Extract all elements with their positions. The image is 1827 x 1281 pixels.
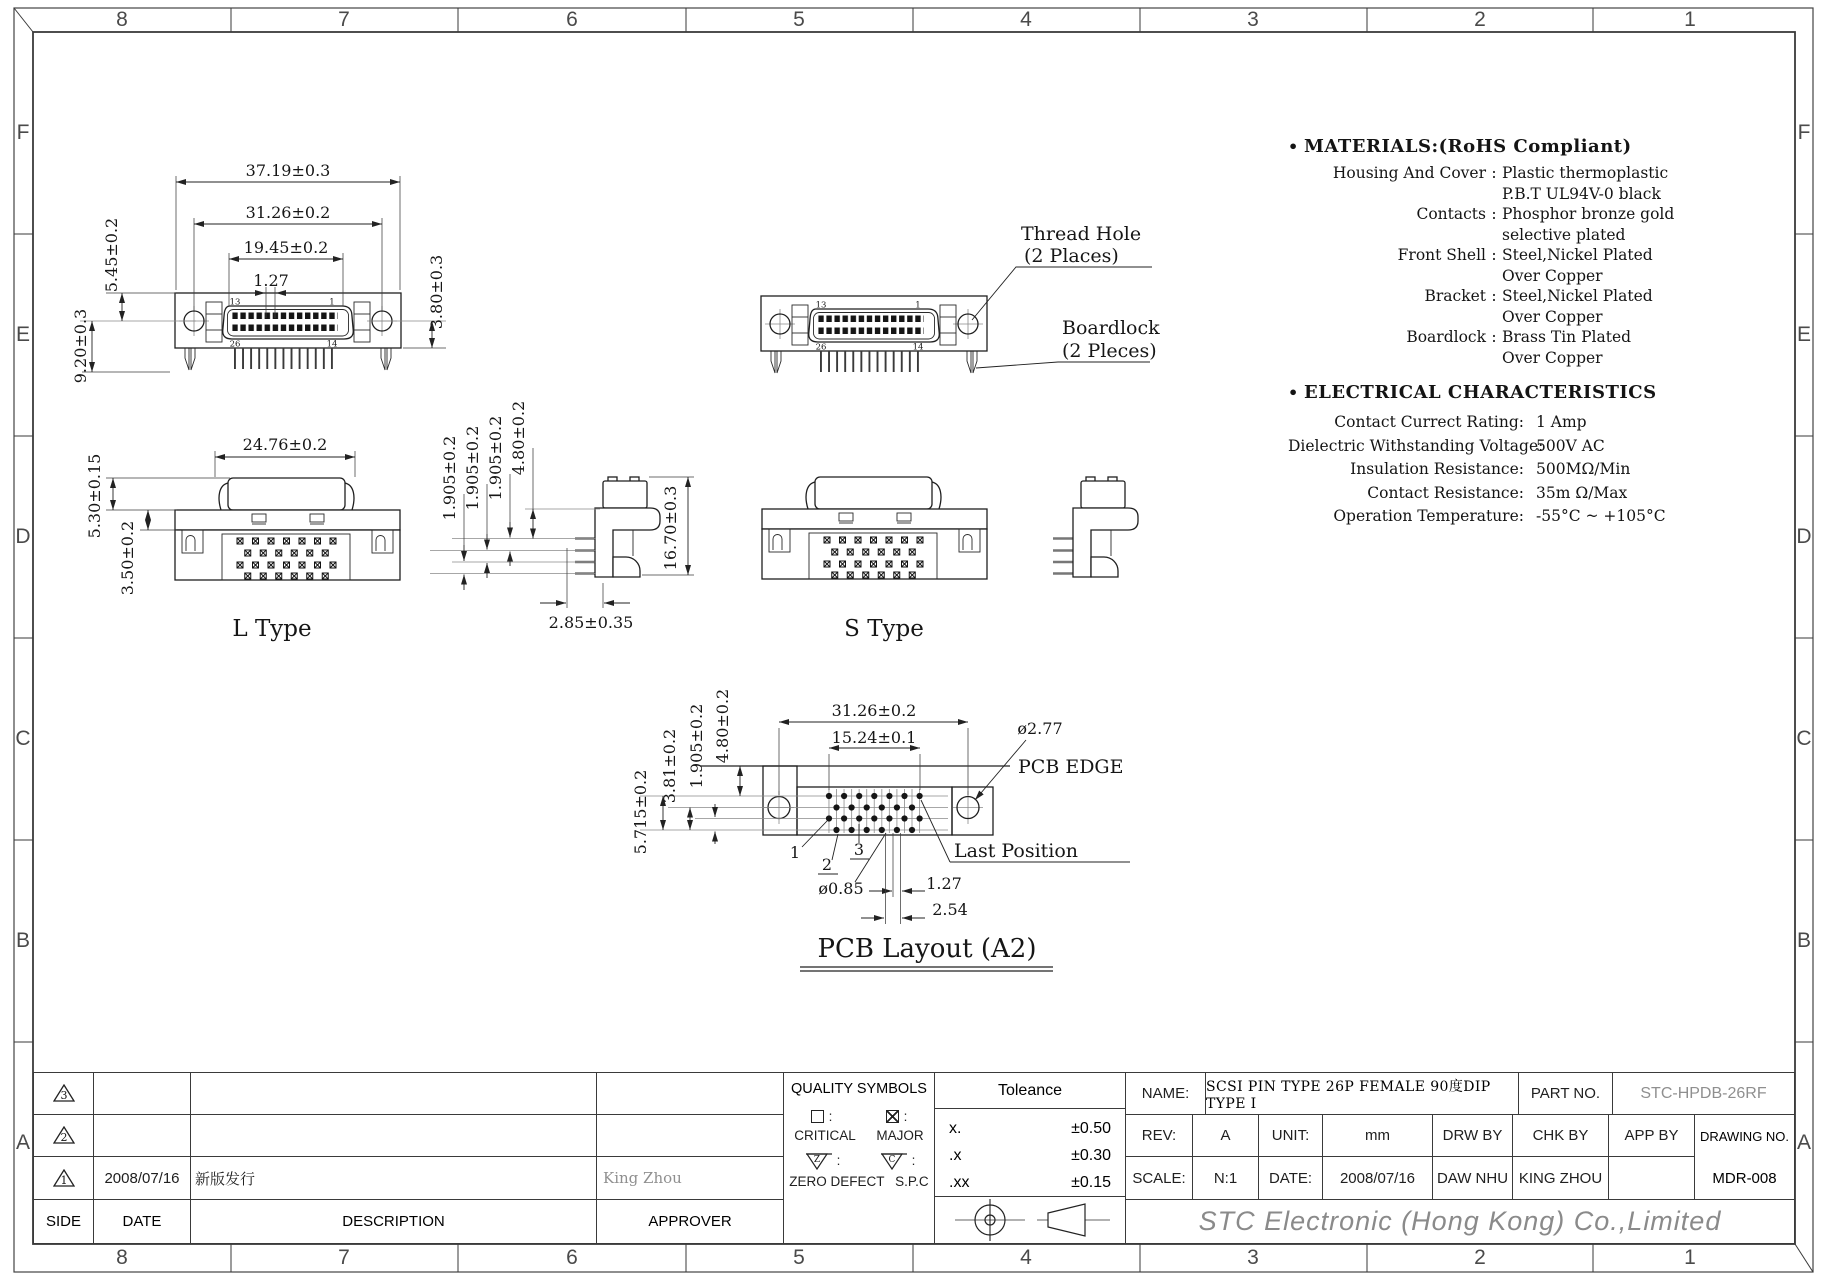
scale-value: N:1 (1213, 1169, 1238, 1187)
tolerance-title: Toleance (935, 1073, 1125, 1109)
zone-col: 4 (1020, 8, 1032, 31)
dim-pcb-span: 31.26±0.2 (831, 701, 917, 720)
svg-text:C: C (888, 1155, 896, 1165)
zone-col: 8 (116, 1246, 128, 1269)
drw-by-label: DRW BY (1442, 1127, 1503, 1144)
dim-side-p4: 4.80±0.2 (509, 400, 528, 476)
zone-row: C (1796, 727, 1812, 750)
dim-ltype-cap: 5.30±0.15 (85, 453, 104, 539)
dim-ltype-body: 3.50±0.2 (118, 520, 137, 596)
dim-pcb-row: 15.24±0.1 (831, 728, 917, 747)
quality-symbols-box (783, 1072, 935, 1244)
scale-label: SCALE: (1132, 1169, 1186, 1187)
electrical-title-row (1288, 382, 1778, 403)
zone-row: F (16, 121, 30, 144)
app-by-label: APP BY (1624, 1127, 1679, 1144)
company-name: STC Electronic (Hong Kong) Co.,Limited (1198, 1206, 1722, 1236)
callout-boardlock-line2: (2 Pleces) (1062, 340, 1157, 362)
bullet-icon: • (1288, 383, 1299, 402)
s-type-label: S Type (844, 616, 924, 642)
dim-pcb-v3: 1.905±0.2 (687, 703, 706, 789)
tolerance-box (934, 1072, 1126, 1244)
pcb-title: PCB Layout (A2) (817, 934, 1037, 964)
part-no-value: STC-HPDB-26RF (1640, 1084, 1767, 1102)
rev-mark (34, 1157, 93, 1199)
dim-pcb-hole: ø2.77 (1017, 719, 1063, 738)
electrical-row: Dielectric Withstanding Voltage: 500V AC (1288, 436, 1605, 455)
dim-side-height: 16.70±0.3 (661, 485, 680, 571)
cad-drawing-canvas: 13 1 26 14 37.19±0.3 31.26±0.2 19.45±0.2 1.27 5.45±0.2 9.20±0.3 3.80±0.3 Thread Hole (2 Places) Boardlock (2 Pleces) 24.76±0.2 5.30±0.15 3.50±0.2 L Type 1.905±0.2 1.905±0.2 1.905±0.2 4.80±0.2 16.70±0.3 2.85±0.35 S Type PCB EDGE 31.26±0.2 15.24±0.1 ø2.77 5.715±0.2 3.81±0.2 1.905±0.2 4.80±0.2 1 2 3 Last Position ø0.85 1.27 2.54 PCB Layout (A2) (0, 0, 1827, 1281)
dim-shell: 19.45±0.2 (243, 238, 329, 257)
dim-pitch: 1.27 (253, 271, 289, 290)
zone-row: D (15, 525, 31, 548)
zone-row: B (15, 929, 31, 952)
drw-by-value: DAW NHU (1436, 1169, 1509, 1187)
zone-col: 3 (1247, 1246, 1259, 1269)
tolerance-row: x. ±0.50 (949, 1120, 1111, 1137)
tolerance-row: .xx ±0.15 (949, 1174, 1111, 1191)
materials-title: MATERIALS:(RoHS Compliant) (1304, 136, 1632, 157)
zone-row: E (15, 323, 31, 346)
side-view-dimensioned (430, 401, 694, 632)
electrical-title: ELECTRICAL CHARACTERISTICS (1304, 382, 1657, 403)
zone-col: 6 (566, 8, 578, 31)
zone-row: D (1796, 525, 1812, 548)
date-label: DATE: (1268, 1169, 1313, 1187)
zone-col: 1 (1684, 8, 1696, 31)
pcb-pin1-label: 1 (789, 843, 801, 862)
dim-holes: 31.26±0.2 (245, 203, 331, 222)
rev-mark (34, 1115, 93, 1156)
rev-header-side: SIDE (45, 1213, 81, 1230)
zero-defect-label: ZERO DEFECT (789, 1174, 885, 1189)
s-type-view (762, 477, 1138, 642)
rev-label: REV: (1141, 1127, 1177, 1144)
zone-row: E (1796, 323, 1812, 346)
dim-side-p3: 1.905±0.2 (486, 415, 505, 501)
front-view-callouts (761, 223, 1160, 373)
bullet-icon: • (1288, 137, 1299, 156)
dim-pcb-v2: 3.81±0.2 (660, 728, 679, 804)
svg-text:Z: Z (813, 1155, 820, 1165)
drawing-no-label: DRAWING NO. (1699, 1128, 1790, 1144)
zone-row: B (1796, 929, 1812, 952)
zone-col: 5 (793, 8, 805, 31)
zone-col: 5 (793, 1246, 805, 1269)
zone-col: 7 (338, 8, 350, 31)
zone-col: 1 (1684, 1246, 1696, 1269)
pcb-pin2-label: 2 (821, 855, 833, 874)
zone-col: 8 (116, 8, 128, 31)
rev-header-approver: APPROVER (648, 1213, 732, 1230)
zone-row: F (1797, 121, 1811, 144)
chk-by-value: KING ZHOU (1518, 1169, 1603, 1187)
svg-text:2: 2 (60, 1131, 67, 1144)
projection-symbol (935, 1197, 1125, 1243)
l-type-label: L Type (232, 616, 312, 642)
rev-header-date: DATE (122, 1213, 162, 1230)
chk-by-label: CHK BY (1532, 1127, 1589, 1144)
dim-side-p1: 1.905±0.2 (440, 435, 459, 521)
pcb-layout (631, 689, 1130, 971)
dim-overall: 37.19±0.3 (245, 161, 331, 180)
notes-block (1288, 136, 1778, 529)
rev-mark (34, 1073, 93, 1114)
dim-right: 3.80±0.3 (427, 254, 446, 330)
zone-col: 7 (338, 1246, 350, 1269)
zone-row: A (1796, 1131, 1812, 1154)
material-row: Housing And Cover : Plastic thermoplastic P.B.T UL94V-0 black (1332, 164, 1669, 203)
zone-col: 4 (1020, 1246, 1032, 1269)
quality-title: QUALITY SYMBOLS (791, 1081, 927, 1097)
dim-pcb-pad: ø0.85 (818, 879, 864, 898)
front-view-dimensioned (71, 161, 446, 383)
material-row: Front Shell : Steel,Nickel Plated Over Copper (1397, 246, 1653, 285)
pcb-edge-label: PCB EDGE (1018, 756, 1124, 778)
dim-pcb-pitch2: 2.54 (932, 900, 968, 919)
electrical-row: Operation Temperature: -55°C ~ +105°C (1333, 507, 1666, 525)
major-symbol: : (886, 1109, 908, 1124)
drawing-no-value: MDR-008 (1712, 1169, 1777, 1187)
dim-left-full: 9.20±0.3 (71, 308, 90, 384)
electrical-row: Insulation Resistance: 500MΩ/Min (1350, 460, 1631, 478)
rev-value: A (1220, 1127, 1231, 1144)
rev-header-description: DESCRIPTION (342, 1213, 445, 1230)
dim-left-top: 5.45±0.2 (102, 217, 121, 293)
major-label: MAJOR (876, 1128, 924, 1143)
unit-value: mm (1365, 1127, 1390, 1144)
spc-label: S.P.C (895, 1174, 929, 1189)
dim-side-p2: 1.905±0.2 (463, 425, 482, 511)
date-value: 2008/07/16 (1339, 1169, 1416, 1187)
material-row: Boardlock : Brass Tin Plated Over Copper (1406, 328, 1632, 367)
electrical-row: Contact Resistance: 35m Ω/Max (1367, 483, 1628, 502)
part-no-label: PART NO. (1530, 1085, 1601, 1102)
spc-symbol: C : (878, 1149, 916, 1171)
svg-text:3: 3 (60, 1089, 67, 1102)
material-row: Contacts : Phosphor bronze gold selective plated (1416, 205, 1675, 244)
name-value: SCSI PIN TYPE 26P FEMALE 90度DIP TYPE I (1206, 1078, 1491, 1112)
critical-label: CRITICAL (794, 1128, 856, 1143)
name-label: NAME: (1141, 1085, 1190, 1102)
electrical-row: Contact Currect Rating: 1 Amp (1334, 413, 1587, 431)
app-by-value (1609, 1157, 1694, 1199)
zone-col: 2 (1474, 8, 1486, 31)
l-type-view (85, 435, 400, 642)
pcb-pin3-label: 3 (853, 840, 865, 859)
dim-ltype-width: 24.76±0.2 (242, 435, 328, 454)
callout-thread-hole-line2: (2 Places) (1024, 245, 1119, 267)
zone-row: C (15, 727, 31, 750)
dim-pcb-v4: 4.80±0.2 (713, 688, 732, 764)
drawing-sheet: 13 1 26 14 37.19±0.3 31.26±0.2 19.45±0.2 1.27 5.45±0.2 9.20±0.3 3.80±0.3 Thread Hole (2 Places) Boardlock (2 Pleces) 24.76±0.2 5.30±0.15 3.50±0.2 L Type 1.905±0.2 1.905±0.2 1.905±0.2 4.80±0.2 16.70±0.3 2.85±0.35 S Type PCB EDGE 31.26±0.2 15.24±0.1 ø2.77 5.715±0.2 3.81±0.2 1.905±0.2 4.80±0.2 1 2 3 Last Position ø0.85 1.27 2.54 PCB Layout (A2) 8 7 6 5 4 3 2 1 8 7 6 5 4 3 2 1 F E D C B A F E D C B A • MATERIALS:(RoHS Compliant) Housing And Cover : Plastic thermoplastic P.B.T UL94V-0 black Contacts : Phosphor bronze gold selective plated Front Shell : Steel,Nickel Plated Over Copper Bracket : Steel,Nickel Plated Over Copper Boardlock : Brass Tin Plated Over Copper • ELECTRICAL CHARACTERISTICS Contact Currect Rating: 1 Amp Dielectric Withstanding Voltage: 500V AC Insulation Resistance: 500MΩ/Min Contact Resistance: 35m Ω/Max Operation Temperature: -55°C ~ +105°C 3 2 1 2008/07/16 新版发行 King Zhou SIDE DATE DESCRIPTION APPROVER QUALITY SYMBOLS : : CRITICAL MAJOR Z : C : ZERO DEFECT S.P.C Toleance x. ±0.50 .x ±0.30 .xx ±0.15 NAME: SCSI PIN TYPE 26P FEMALE 90度DIP TYPE I PART NO. STC-HPDB-26RF REV: A UNIT: mm DRW BY CHK BY APP BY DRAWING NO. MDR-008 SCALE: N:1 DATE: 2008/07/16 DAW NHU KING ZHOU STC Electronic (Hong Kong) Co.,Limited (0, 0, 1827, 1281)
unit-label: UNIT: (1271, 1127, 1310, 1144)
callout-thread-hole-line1: Thread Hole (1021, 223, 1142, 245)
zone-col: 2 (1474, 1246, 1486, 1269)
zone-row: A (15, 1131, 31, 1154)
svg-text:1: 1 (60, 1173, 67, 1187)
tolerance-row: .x ±0.30 (949, 1147, 1111, 1164)
zone-col: 6 (566, 1246, 578, 1269)
callout-boardlock-line1: Boardlock (1062, 317, 1160, 339)
drawing-no-cell (1694, 1114, 1795, 1200)
pcb-last-position-label: Last Position (954, 840, 1079, 862)
materials-title-row (1288, 136, 1778, 157)
zone-col: 3 (1247, 8, 1259, 31)
zero-defect-symbol: Z : (803, 1149, 841, 1171)
dim-pcb-v1: 5.715±0.2 (631, 769, 650, 855)
dim-pcb-pitch: 1.27 (926, 874, 962, 893)
dim-side-depth: 2.85±0.35 (548, 613, 634, 632)
material-row: Bracket : Steel,Nickel Plated Over Copper (1424, 287, 1653, 326)
critical-symbol: : (811, 1109, 833, 1124)
